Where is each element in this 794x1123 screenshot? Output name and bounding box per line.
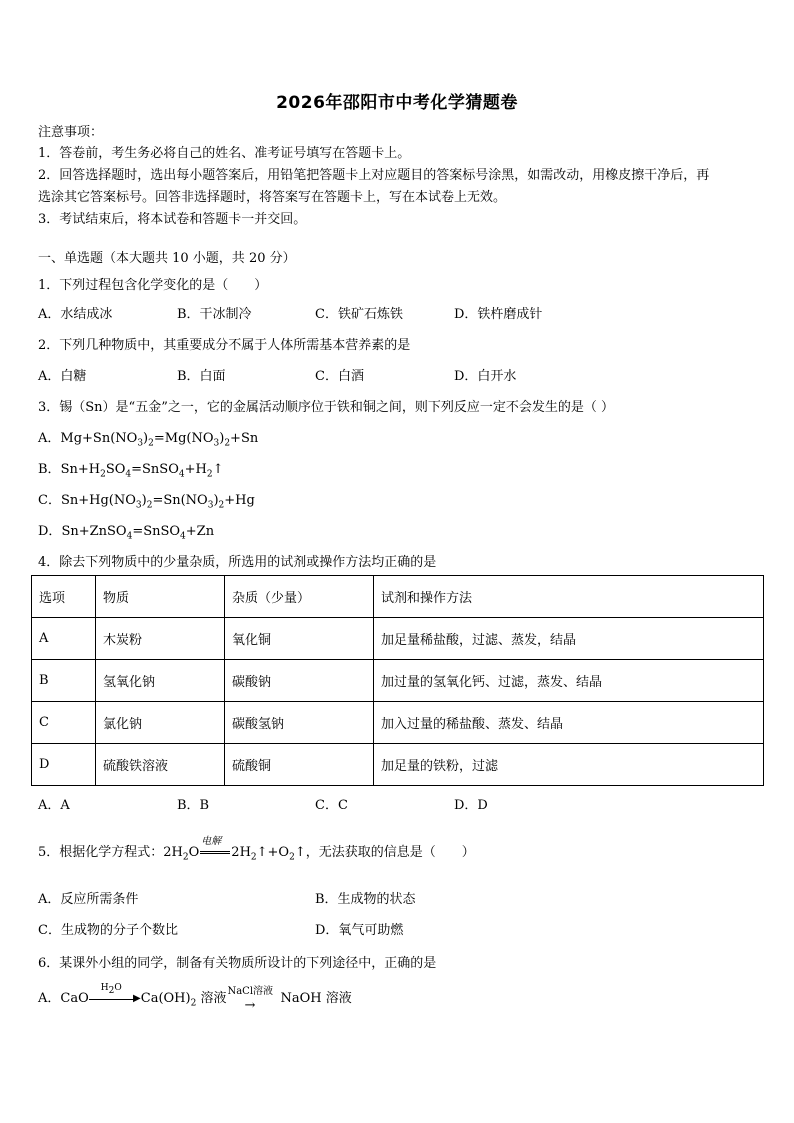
table-cell: 碳酸钠 — [225, 660, 374, 702]
table-cell: 硫酸铁溶液 — [96, 744, 225, 786]
table-cell: 氯化钠 — [96, 702, 225, 744]
option-label: B． — [38, 462, 61, 477]
arrow-right-icon: ▶ — [133, 992, 141, 1004]
option-d: D．白开水 — [454, 369, 517, 384]
formula: $Sn+H_2SO_4=SnSO_4+H_2↑$ — [60, 462, 224, 480]
reaction-arrow: NaCl溶液 → — [227, 985, 274, 1013]
page-title: 2026年邵阳市中考化学猜题卷 — [276, 93, 518, 113]
option-a — [38, 427, 259, 449]
formula: $Mg+Sn(NO_3)_2=Mg(NO_3)_2+Sn$ — [60, 431, 259, 449]
option-label: D． — [38, 524, 62, 539]
notice-item: 2．回答选择题时，选出每小题答案后，用铅笔把答题卡上对应题目的答案标号涂黑，如需改动，用橡皮擦干净后，再 — [38, 168, 710, 183]
question-stem: 3．锡（Sn）是“五金”之一，它的金属活动顺序位于铁和铜之间，则下列反应一定不会发生的是（ ） — [38, 400, 614, 415]
table-row — [32, 660, 764, 702]
table-cell: 氢氧化钠 — [96, 660, 225, 702]
option-c — [38, 489, 255, 511]
option-b: B．B — [177, 798, 210, 813]
table-cell: 加足量稀盐酸，过滤、蒸发，结晶 — [374, 618, 764, 660]
option-label: A． — [38, 431, 61, 446]
question-stem: 6．某课外小组的同学，制备有关物质所设计的下列途径中，正确的是 — [38, 956, 437, 971]
formula: Sn+ZnSO$_4$=SnSO$_4$+Zn — [61, 524, 215, 542]
table-cell: 木炭粉 — [96, 618, 225, 660]
arrow-right-icon: → — [244, 997, 256, 1013]
notice-item: 1．答卷前，考生务必将自己的姓名、准考证号填写在答题卡上。 — [38, 146, 411, 161]
table-cell: 加入过量的稀盐酸、蒸发、结晶 — [374, 702, 764, 744]
table-header: 物质 — [96, 576, 225, 618]
table-cell: 氧化铜 — [225, 618, 374, 660]
notice-item: 3．考试结束后，将本试卷和答题卡一并交回。 — [38, 212, 307, 227]
option-a: A．CaO $H_2O$ ▶ $Ca(OH)_2$ 溶液 NaCl溶液 → NaOH 溶液 — [38, 982, 352, 1013]
table-header: 试剂和操作方法 — [374, 576, 764, 618]
table-header: 杂质（少量） — [225, 576, 374, 618]
table-cell: A — [32, 618, 96, 660]
table-cell: 加过量的氢氧化钙、过滤，蒸发、结晶 — [374, 660, 764, 702]
option-b: B．干冰制冷 — [177, 307, 252, 322]
table-header-row — [32, 576, 764, 618]
notice-heading: 注意事项： — [38, 125, 104, 140]
option-a: A．白糖 — [38, 369, 87, 384]
table-cell: 加足量的铁粉，过滤 — [374, 744, 764, 786]
option-a: A．A — [38, 798, 70, 813]
option-d: D．氧气可助燃 — [315, 923, 404, 938]
impurity-table — [31, 575, 764, 786]
option-a: A．反应所需条件 — [38, 892, 139, 907]
option-a: A．水结成冰 — [38, 307, 113, 322]
option-c: C．白酒 — [315, 369, 364, 384]
reaction-arrow: $H_2O$ ▶ — [89, 992, 141, 1006]
option-c: C．铁矿石炼铁 — [315, 307, 403, 322]
notice-item: 选涂其它答案标号。回答非选择题时，将答案写在答题卡上，写在本试卷上无效。 — [38, 190, 507, 205]
option-c: C．C — [315, 798, 348, 813]
question-stem: 2．下列几种物质中，其重要成分不属于人体所需基本营养素的是 — [38, 338, 411, 353]
question-stem: 1．下列过程包含化学变化的是（ ） — [38, 278, 268, 293]
option-d: D．D — [454, 798, 488, 813]
table-row — [32, 618, 764, 660]
option-c: C．生成物的分子个数比 — [38, 923, 178, 938]
option-d — [38, 520, 215, 542]
table-cell: B — [32, 660, 96, 702]
table-row — [32, 744, 764, 786]
option-b — [38, 458, 224, 480]
question-stem: 5．根据化学方程式：$2H_2O$ 电解 $2H_2↑+O_2↑$，无法获取的信息是（ ） — [38, 836, 475, 863]
option-b: B．生成物的状态 — [315, 892, 416, 907]
option-label: C． — [38, 493, 61, 508]
table-cell: D — [32, 744, 96, 786]
table-row — [32, 702, 764, 744]
table-header: 选项 — [32, 576, 96, 618]
formula: $Sn+Hg(NO_3)_2=Sn(NO_3)_2+Hg$ — [60, 493, 255, 511]
table-cell: 碳酸氢钠 — [225, 702, 374, 744]
table-cell: 硫酸铜 — [225, 744, 374, 786]
question-stem: 4．除去下列物质中的少量杂质，所选用的试剂或操作方法均正确的是 — [38, 555, 437, 570]
reaction-condition: 电解 — [199, 845, 231, 860]
option-d: D．铁杵磨成针 — [454, 307, 543, 322]
section-heading: 一、单选题（本大题共 10 小题，共 20 分） — [38, 251, 296, 266]
table-cell: C — [32, 702, 96, 744]
option-b: B．白面 — [177, 369, 226, 384]
